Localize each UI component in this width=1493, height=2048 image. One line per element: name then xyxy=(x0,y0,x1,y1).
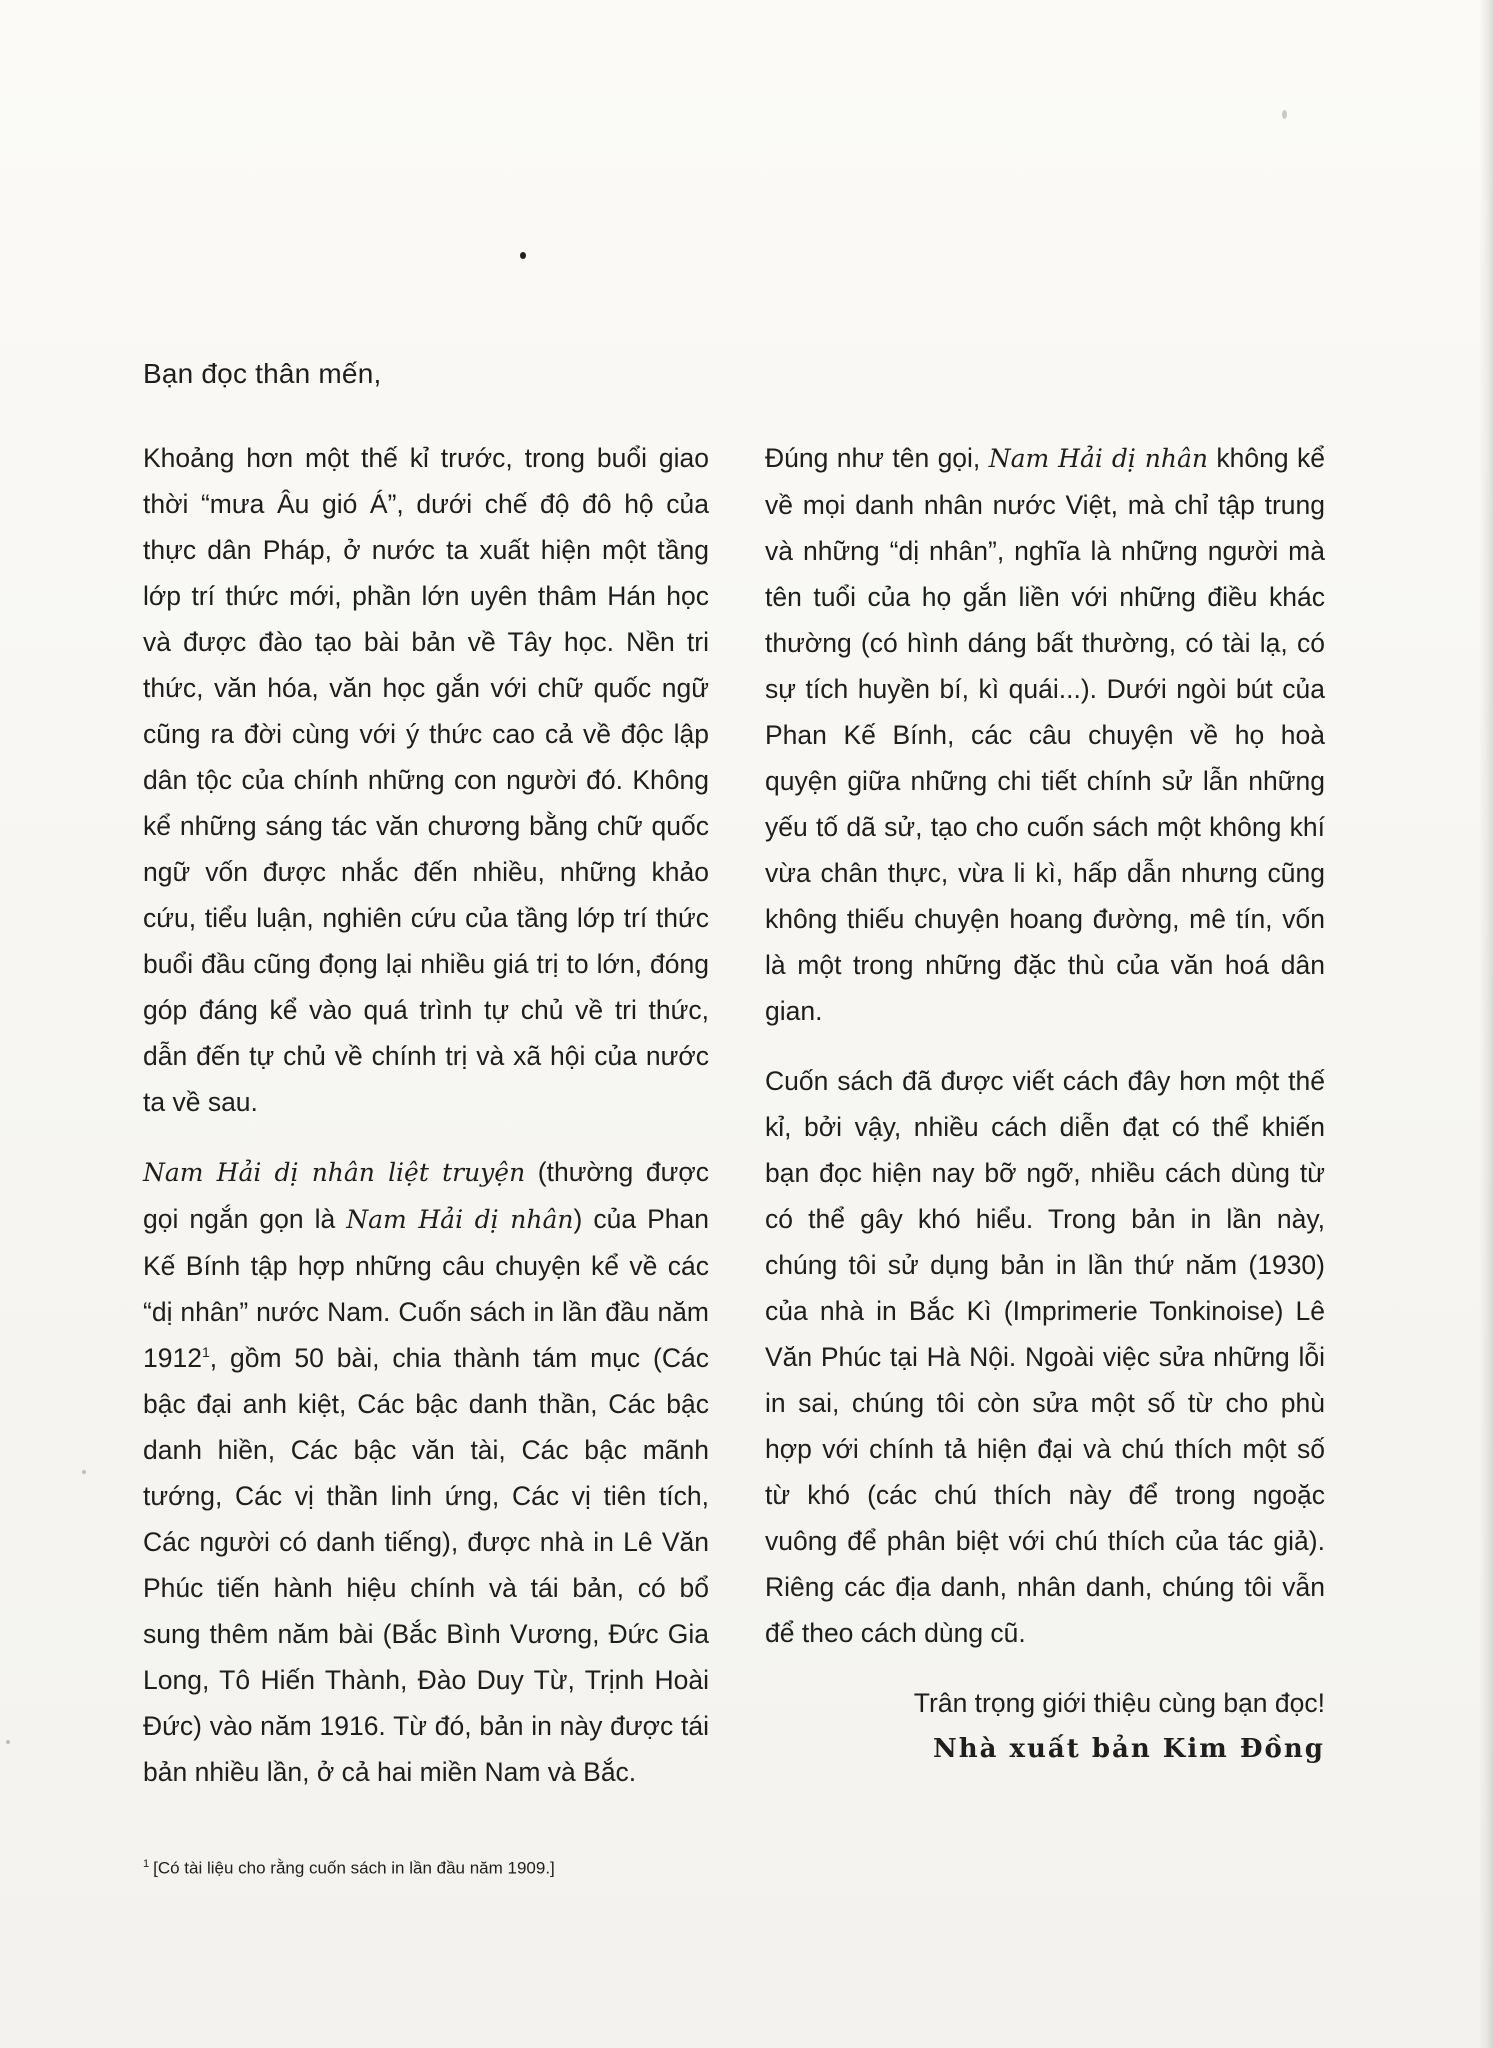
paragraph-text: (thường được gọi ngắn gọn là xyxy=(143,1157,709,1234)
greeting: Bạn đọc thân mến, xyxy=(143,358,382,389)
footnote-mark: 1 xyxy=(143,1858,150,1870)
scan-speck xyxy=(82,1470,86,1474)
paragraph-intro: Khoảng hơn một thế kỉ trước, trong buổi giao thời “mưa Âu gió Á”, dưới chế độ đô hộ của thực dân Pháp, ở nước ta xuất hiện một tầng lớp trí thức mới, phần lớn uyên thâm Hán học và được đào tạo bài bản về Tây học. Nền tri thức, văn hóa, văn học gắn với chữ quốc ngữ cũng ra đời cùng với ý thức cao cả về độc lập dân tộc của chính những con người đó. Không kể những sáng tác văn chương bằng chữ quốc ngữ vốn được nhắc đến nhiều, những khảo cứu, tiểu luận, nghiên cứu của tầng lớp trí thức buổi đầu cũng đọng lại nhiều giá trị to lớn, đóng góp đáng kể vào quá trình tự chủ về tri thức, dẫn đến tự chủ về chính trị và xã hội của nước ta về sau. xyxy=(143,443,709,1117)
paragraph-book-history xyxy=(143,1149,709,1795)
paragraph-text: ) của Phan Kế Bính tập hợp những câu chuyện kể về các “dị nhân” nước Nam. Cuốn sách in lần đầu năm 1912 xyxy=(143,1204,709,1373)
paragraph-text: , gồm 50 bài, chia thành tám mục (Các bậc đại anh kiệt, Các bậc danh thần, Các bậc danh hiền, Các bậc văn tài, Các bậc mãnh tướng, Các vị thần linh ứng, Các vị tiên tích, Các người có danh tiếng), được nhà in Lê Văn Phúc tiến hành hiệu chính và tái bản, có bổ sung thêm năm bài (Bắc Bình Vương, Đức Gia Long, Tô Hiến Thành, Đào Duy Từ, Trịnh Hoài Đức) vào năm 1916. Từ đó, bản in này được tái bản nhiều lần, ở cả hai miền Nam và Bắc. xyxy=(143,1343,709,1787)
book-title-full: Nam Hải dị nhân liệt truyện xyxy=(143,1158,526,1187)
footnote xyxy=(143,1858,555,1879)
publisher-signature: Nhà xuất bản Kim Đồng xyxy=(932,1734,1325,1764)
scan-speck xyxy=(1282,110,1287,119)
ink-dot xyxy=(520,252,526,259)
footnote-reference: 1 xyxy=(201,1344,210,1361)
page-edge-shadow xyxy=(1479,0,1493,2048)
footnote-text: [Có tài liệu cho rằng cuốn sách in lần đầu năm 1909.] xyxy=(153,1858,555,1878)
book-title-short: Nam Hải dị nhân xyxy=(988,444,1209,473)
paragraph-text: Đúng như tên gọi, xyxy=(765,443,989,473)
left-column xyxy=(143,435,709,1819)
closing-line: Trân trọng giới thiệu cùng bạn đọc! xyxy=(913,1688,1325,1718)
paragraph-edition-notes: Cuốn sách đã được viết cách đây hơn một thế kỉ, bởi vậy, nhiều cách diễn đạt có thể khiến bạn đọc hiện nay bỡ ngỡ, nhiều cách dùng từ có thể gây khó hiểu. Trong bản in lần này, chúng tôi sử dụng bản in lần thứ năm (1930) của nhà in Bắc Kì (Imprimerie Tonkinoise) Lê Văn Phúc tại Hà Nội. Ngoài việc sửa những lỗi in sai, chúng tôi còn sửa một số từ cho phù hợp với chính tả hiện đại và chú thích một số từ khó (các chú thích này để trong ngoặc vuông để phân biệt với chú thích của tác giả). Riêng các địa danh, nhân danh, chúng tôi vẫn để theo cách dùng cũ. xyxy=(765,1066,1325,1648)
right-column xyxy=(765,435,1325,1772)
paragraph-book-content xyxy=(765,435,1325,1034)
book-title-short: Nam Hải dị nhân xyxy=(346,1205,574,1234)
paragraph-text: không kể về mọi danh nhân nước Việt, mà chỉ tập trung và những “dị nhân”, nghĩa là những người mà tên tuổi của họ gắn liền với những điều khác thường (có hình dáng bất thường, có tài lạ, có sự tích huyền bí, kì quái...). Dưới ngòi bút của Phan Kế Bính, các câu chuyện về họ hoà quyện giữa những chi tiết chính sử lẫn những yếu tố dã sử, tạo cho cuốn sách một không khí vừa chân thực, vừa li kì, hấp dẫn nhưng cũng không thiếu chuyện hoang đường, mê tín, vốn là một trong những đặc thù của văn hoá dân gian. xyxy=(765,443,1325,1026)
scan-speck xyxy=(6,1740,10,1744)
